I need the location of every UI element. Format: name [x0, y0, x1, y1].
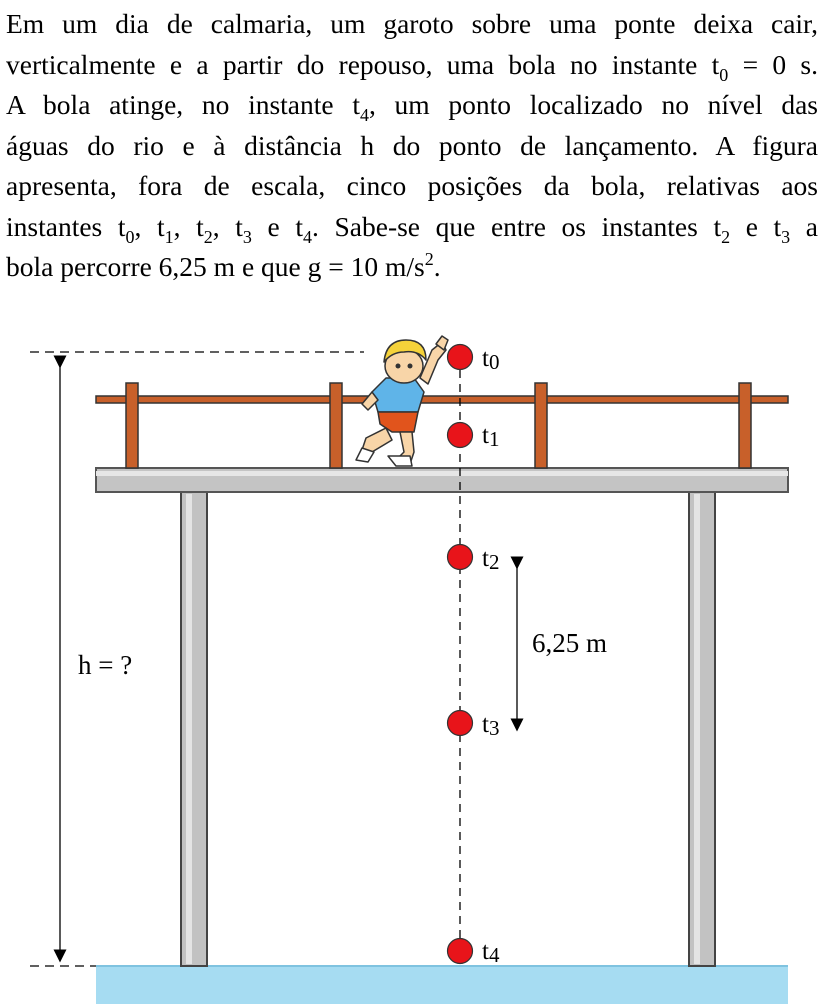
bridge-railing	[96, 383, 788, 468]
label-t2: t2	[482, 545, 500, 574]
problem-line-6: instantes $t_0$, $t_1$, $t_2$, $t_3$ e $t_4$. Sabe-se que entre os instantes $t_2$ e $t_3$ a	[6, 210, 818, 247]
problem-line-5: apresenta, fora de escala, cinco posições da bola, relativas aos	[6, 170, 818, 201]
left-pillar	[181, 492, 207, 966]
problem-line-2: verticalmente e a partir do repouso, uma bola no instante $t_0 = 0$ s.	[6, 48, 818, 85]
problem-line-3: A bola atinge, no instante $t_4$, um ponto localizado no nível das	[6, 89, 818, 125]
distance-label: 6,25 m	[532, 628, 608, 658]
label-t4: t4	[482, 938, 500, 967]
problem-line-1: Em um dia de calmaria, um garoto sobre uma ponte deixa cair,	[6, 8, 818, 39]
ball-t0	[448, 345, 473, 370]
height-label: h = ?	[78, 650, 133, 680]
label-t1: t1	[482, 422, 500, 451]
right-pillar	[689, 492, 715, 966]
problem-line-7: bola percorre 6,25 m e que g = 10 $m/s^2$.	[6, 249, 441, 282]
ball-t3	[448, 711, 473, 736]
problem-line-4: águas do rio e à distância h do ponto de lançamento. A figura	[6, 129, 818, 161]
label-t3: t3	[482, 711, 500, 740]
ball-t2	[448, 545, 473, 570]
river-water	[96, 966, 788, 1004]
ball-t4	[448, 939, 473, 964]
label-t0: t0	[482, 345, 500, 374]
bridge-deck	[96, 468, 788, 492]
ball-t1	[448, 423, 473, 448]
